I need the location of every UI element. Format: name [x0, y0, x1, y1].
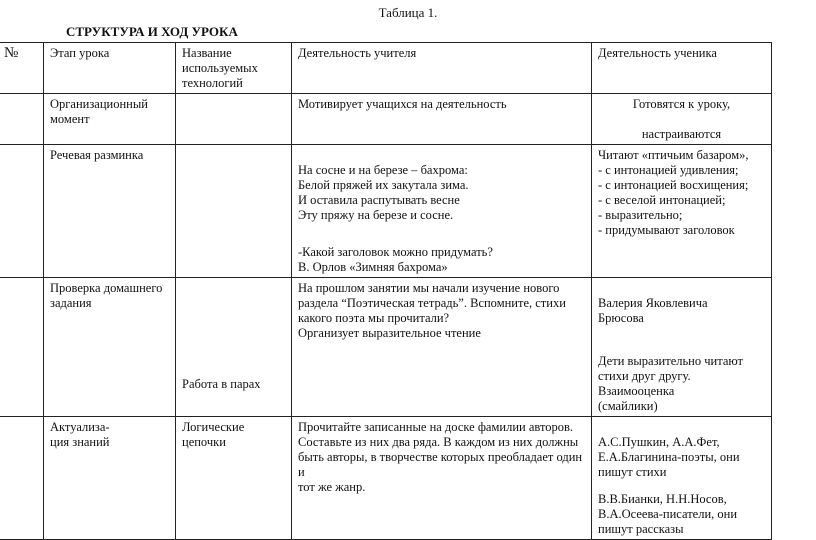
header-teacher-activity: Деятельность учителя: [292, 43, 592, 94]
lesson-structure-table: [0, 42, 772, 540]
table-row: [0, 94, 772, 145]
row-number-cell: [0, 94, 44, 145]
stage-cell: Проверка домашнего задания: [44, 278, 176, 417]
technology-cell: [176, 145, 292, 278]
poets-answer-text: А.С.Пушкин, А.А.Фет, Е.А.Благинина-поэты, они пишут стихи: [598, 435, 740, 479]
header-student-activity: Деятельность ученика: [592, 43, 772, 94]
header-number: №: [0, 43, 44, 94]
writers-answer-text: В.В.Бианки, Н.Н.Носов, В.А.Осеева-писатели, они пишут рассказы: [598, 492, 738, 536]
header-stage: Этап урока: [44, 43, 176, 94]
teacher-activity-cell: Мотивирует учащихся на деятельность: [292, 94, 592, 145]
header-technologies: Название используемых технологий: [176, 43, 292, 94]
stage-cell: Организационный момент: [44, 94, 176, 145]
teacher-activity-cell: Прочитайте записанные на доске фамилии авторов. Составьте из них два ряда. В каждом из них должны быть авторы, в творчестве которых преобладает один и тот же жанр.: [292, 417, 592, 540]
student-task-text: Дети выразительно читают стихи друг другу. Взаимооценка (смайлики): [598, 354, 744, 413]
page-title: СТРУКТУРА И ХОД УРОКА: [66, 24, 238, 39]
row-number-cell: [0, 278, 44, 417]
student-activity-cell: Готовятся к уроку, настраиваются: [592, 94, 772, 145]
poem-text: На сосне и на березе – бахрома: Белой пряжей их закутала зима. И оставила распутывать весне Эту пряжу на березе и сосне.: [298, 163, 469, 222]
table-row: [0, 417, 772, 540]
technology-cell: Логические цепочки: [176, 417, 292, 540]
stage-cell: Речевая разминка: [44, 145, 176, 278]
row-number-cell: [0, 417, 44, 540]
table-caption: Таблица 1.: [378, 5, 438, 20]
student-activity-cell: Читают «птичьим базаром», - с интонацией удивления; - с интонацией восхищения; - с веселой интонацией; - выразительно; - придумывают заголовок: [592, 145, 772, 278]
table-row: [0, 278, 772, 417]
table-header-row: [0, 43, 772, 94]
student-activity-cell: [592, 417, 772, 540]
technology-cell: [176, 94, 292, 145]
technology-cell: [176, 278, 292, 417]
table-row: [0, 145, 772, 278]
teacher-activity-cell: На прошлом занятии мы начали изучение нового раздела “Поэтическая тетрадь”. Вспомните, стихи какого поэта мы прочитали? Организует выразительное чтение: [292, 278, 592, 417]
student-answer-text: Валерия Яковлевича Брюсова: [598, 296, 708, 325]
teacher-question-text: -Какой заголовок можно придумать? В. Орлов «Зимняя бахрома»: [298, 245, 493, 274]
stage-cell: Актуализа- ция знаний: [44, 417, 176, 540]
student-activity-cell: [592, 278, 772, 417]
technology-text: Работа в парах: [182, 377, 261, 391]
teacher-activity-cell: [292, 145, 592, 278]
row-number-cell: [0, 145, 44, 278]
